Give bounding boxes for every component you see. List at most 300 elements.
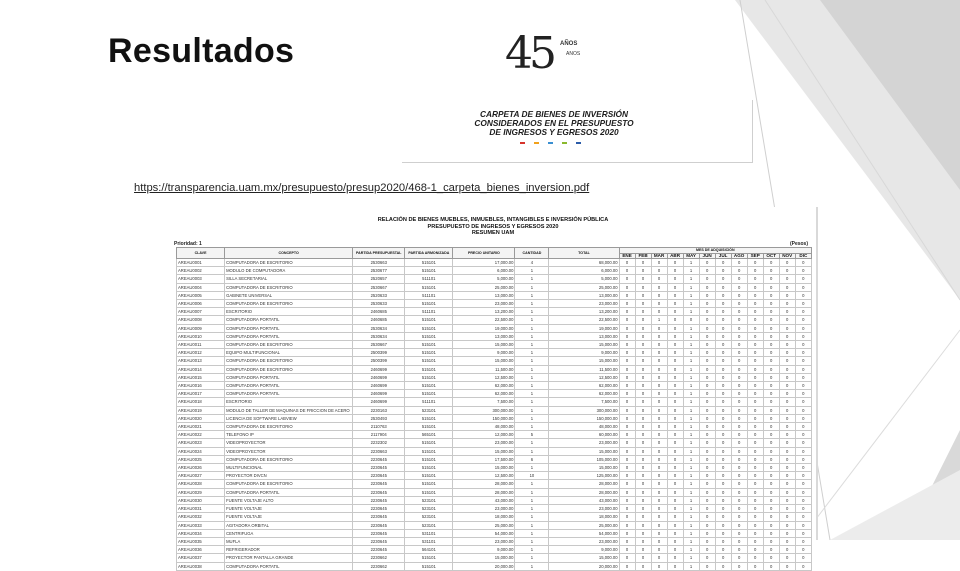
table-cell: 0 <box>779 480 795 488</box>
table-cell: 0 <box>699 357 715 365</box>
table-cell: 0 <box>763 341 779 349</box>
table-cell: 0 <box>699 390 715 398</box>
table-cell: 2520633 <box>353 291 405 299</box>
table-cell: 0 <box>651 291 667 299</box>
table-cell: 1 <box>683 488 699 496</box>
table-cell: 0 <box>795 562 811 570</box>
table-cell: 0 <box>715 546 731 554</box>
table-row <box>177 275 812 283</box>
table-cell: 0 <box>635 537 651 545</box>
table-cell: 0 <box>731 431 747 439</box>
table-cell: 0 <box>763 472 779 480</box>
table-cell: 68,000.00 <box>549 259 619 267</box>
table-cell: 0 <box>715 554 731 562</box>
table-cell: AREAU0030 <box>177 496 225 504</box>
table-cell: 0 <box>715 267 731 275</box>
table-cell: 1 <box>515 480 549 488</box>
table-cell: 1 <box>683 472 699 480</box>
table-cell: 0 <box>779 357 795 365</box>
table-cell: 1 <box>683 447 699 455</box>
table-cell: 0 <box>635 291 651 299</box>
table-cell: 0 <box>731 308 747 316</box>
table-row <box>177 537 812 545</box>
table-cell: 0 <box>763 439 779 447</box>
table-cell: MODULO DE TALLER DE MAQUINAS DE FRICCION DE ACERO <box>225 406 353 414</box>
table-cell: 0 <box>667 308 683 316</box>
table-cell: 0 <box>699 349 715 357</box>
table-cell: 0 <box>795 480 811 488</box>
table-cell: 0 <box>731 439 747 447</box>
table-cell: 0 <box>715 431 731 439</box>
table-cell: 0 <box>779 488 795 496</box>
table-cell: 1 <box>515 291 549 299</box>
table-cell: 1 <box>683 300 699 308</box>
table-cell: COMPUTADORA DE ESCRITORIO <box>225 480 353 488</box>
table-row <box>177 505 812 513</box>
table-row <box>177 472 812 480</box>
table-cell: 0 <box>795 357 811 365</box>
table-cell: 0 <box>667 259 683 267</box>
table-cell: 0 <box>747 439 763 447</box>
table-cell: 0 <box>635 455 651 463</box>
table-cell: AREAU0028 <box>177 480 225 488</box>
month-header: DIC <box>795 253 811 259</box>
table-cell: AREAU0018 <box>177 398 225 406</box>
table-cell: 0 <box>795 259 811 267</box>
table-cell: 23,000.00 <box>549 439 619 447</box>
table-cell: 2117904 <box>353 431 405 439</box>
month-header: AGO <box>731 253 747 259</box>
table-cell: 1 <box>515 414 549 422</box>
month-header: OCT <box>763 253 779 259</box>
table-cell: 0 <box>747 496 763 504</box>
table-cell: 0 <box>635 513 651 521</box>
table-cell: 0 <box>651 308 667 316</box>
table-cell: 0 <box>779 513 795 521</box>
table-cell: 0 <box>635 308 651 316</box>
table-cell: 0 <box>667 300 683 308</box>
table-cell: 1 <box>515 537 549 545</box>
table-cell: 0 <box>699 480 715 488</box>
table-cell: 0 <box>699 365 715 373</box>
table-cell: 0 <box>651 398 667 406</box>
table-cell: 2230663 <box>353 447 405 455</box>
table-cell: 15,000.00 <box>453 357 515 365</box>
table-cell: FUENTE VOLTAJE <box>225 505 353 513</box>
table-cell: 0 <box>731 349 747 357</box>
table-cell: 511101 <box>405 398 453 406</box>
table-cell: 0 <box>763 546 779 554</box>
table-cell: 0 <box>731 423 747 431</box>
table-cell: 0 <box>731 259 747 267</box>
table-cell: 0 <box>699 259 715 267</box>
table-cell: 0 <box>699 275 715 283</box>
table-cell: 0 <box>651 480 667 488</box>
table-cell: 0 <box>619 332 635 340</box>
cover-title-line: CONSIDERADOS EN EL PRESUPUESTO <box>474 118 634 128</box>
table-cell: COMPUTADORA DE ESCRITORIO <box>225 300 353 308</box>
table-cell: 0 <box>795 546 811 554</box>
table-cell: COMPUTADORA DE ESCRITORIO <box>225 365 353 373</box>
table-cell: AREAU0027 <box>177 472 225 480</box>
table-cell: 0 <box>795 423 811 431</box>
table-cell: 0 <box>667 341 683 349</box>
table-cell: 564101 <box>405 546 453 554</box>
table-cell: 0 <box>715 480 731 488</box>
table-cell: 1 <box>683 259 699 267</box>
table-cell: 0 <box>731 275 747 283</box>
table-cell: COMPUTADORA PORTATIL <box>225 316 353 324</box>
table-cell: 0 <box>651 414 667 422</box>
table-cell: 0 <box>619 562 635 570</box>
table-cell: 0 <box>795 365 811 373</box>
table-row <box>177 562 812 570</box>
logo-mark: 45 <box>505 28 553 79</box>
table-cell: AREAU0031 <box>177 505 225 513</box>
table-cell: 0 <box>779 308 795 316</box>
table-cell: 0 <box>763 332 779 340</box>
table-cell: 0 <box>635 398 651 406</box>
table-cell: 2110763 <box>353 423 405 431</box>
table-cell: 2230645 <box>353 464 405 472</box>
table-cell: AREAU0013 <box>177 357 225 365</box>
cover-dot <box>548 142 553 144</box>
table-cell: COMPUTADORA PORTATIL <box>225 324 353 332</box>
table-cell: MUFLA <box>225 537 353 545</box>
table-cell: 1 <box>515 373 549 381</box>
table-cell: 0 <box>795 308 811 316</box>
table-cell: 0 <box>747 431 763 439</box>
table-cell: 0 <box>763 414 779 422</box>
table-cell: 0 <box>699 447 715 455</box>
table-cell: 0 <box>747 308 763 316</box>
table-cell: 22,500.00 <box>549 316 619 324</box>
table-cell: AREAU0001 <box>177 259 225 267</box>
table-cell: 511101 <box>405 275 453 283</box>
table-cell: 0 <box>715 300 731 308</box>
table-cell: 1 <box>515 521 549 529</box>
table-cell: 0 <box>779 521 795 529</box>
table-cell: 0 <box>779 464 795 472</box>
table-cell: 5,000.00 <box>549 275 619 283</box>
table-cell: 0 <box>747 472 763 480</box>
month-header: MAR <box>651 253 667 259</box>
table-row <box>177 529 812 537</box>
table-row <box>177 291 812 299</box>
month-header: JUN <box>699 253 715 259</box>
table-cell: 515101 <box>405 316 453 324</box>
table-cell: 43,000.00 <box>549 496 619 504</box>
table-cell: 300,000.00 <box>453 406 515 414</box>
table-cell: 0 <box>651 513 667 521</box>
table-body <box>177 259 812 571</box>
table-cell: 0 <box>795 275 811 283</box>
table-cell: 0 <box>619 472 635 480</box>
table-cell: 28,000.00 <box>453 488 515 496</box>
table-cell: 15,000.00 <box>549 357 619 365</box>
table-cell: 0 <box>731 382 747 390</box>
table-cell: AREAU0025 <box>177 455 225 463</box>
table-cell: 23,000.00 <box>453 537 515 545</box>
table-cell: 1 <box>683 562 699 570</box>
table-cell: 0 <box>699 332 715 340</box>
table-cell: 0 <box>763 447 779 455</box>
table-cell: AREAU0011 <box>177 341 225 349</box>
table-cell: 0 <box>651 472 667 480</box>
table-cell: 0 <box>667 324 683 332</box>
table-cell: 0 <box>715 521 731 529</box>
table-cell: 10 <box>515 472 549 480</box>
table-cell: 0 <box>731 357 747 365</box>
table-cell: 43,000.00 <box>453 496 515 504</box>
table-cell: 0 <box>635 406 651 414</box>
table-cell: 0 <box>635 496 651 504</box>
table-cell: 0 <box>795 406 811 414</box>
document-heading-line: PRESUPUESTO DE INGRESOS Y EGRESOS 2020 <box>427 223 559 230</box>
table-cell: 0 <box>779 496 795 504</box>
table-cell: 0 <box>715 390 731 398</box>
table-cell: 0 <box>667 373 683 381</box>
table-cell: 12,500.00 <box>549 373 619 381</box>
table-cell: 1 <box>683 431 699 439</box>
table-cell: 0 <box>795 537 811 545</box>
table-cell: 18,000.00 <box>549 513 619 521</box>
table-cell: 0 <box>795 505 811 513</box>
table-cell: 0 <box>747 554 763 562</box>
table-cell: 1 <box>683 291 699 299</box>
table-cell: 0 <box>731 496 747 504</box>
table-cell: 0 <box>747 423 763 431</box>
table-cell: COMPUTADORA DE ESCRITORIO <box>225 259 353 267</box>
table-cell: 11,500.00 <box>549 365 619 373</box>
source-url-link[interactable]: https://transparencia.uam.mx/presupuesto/presup2020/468-1_carpeta_bienes_inversion.pdf <box>134 182 590 194</box>
table-cell: 2460685 <box>353 316 405 324</box>
table-cell: 1 <box>683 373 699 381</box>
table-cell: 2530634 <box>353 332 405 340</box>
table-cell: 0 <box>763 373 779 381</box>
table-cell: 531101 <box>405 529 453 537</box>
table-cell: 0 <box>699 562 715 570</box>
table-cell: 0 <box>747 324 763 332</box>
table-cell: 0 <box>731 332 747 340</box>
table-cell: 1 <box>515 562 549 570</box>
table-cell: 0 <box>635 300 651 308</box>
table-cell: 0 <box>635 275 651 283</box>
table-cell: 0 <box>651 546 667 554</box>
table-cell: 0 <box>715 414 731 422</box>
table-cell: 0 <box>747 300 763 308</box>
table-cell: 13,000.00 <box>453 291 515 299</box>
table-cell: 105,000.00 <box>549 455 619 463</box>
table-cell: GABINETE UNIVERSAL <box>225 291 353 299</box>
table-cell: 1 <box>683 529 699 537</box>
table-cell: 2230163 <box>353 406 405 414</box>
table-cell: 2230645 <box>353 529 405 537</box>
table-cell: 0 <box>667 488 683 496</box>
table-cell: 0 <box>715 496 731 504</box>
table-cell: 515101 <box>405 324 453 332</box>
table-cell: 23,000.00 <box>453 505 515 513</box>
table-cell: 1 <box>683 480 699 488</box>
table-cell: AREAU0034 <box>177 529 225 537</box>
table-cell: 0 <box>715 373 731 381</box>
table-cell: 2230645 <box>353 496 405 504</box>
table-cell: 0 <box>763 316 779 324</box>
table-cell: 0 <box>763 291 779 299</box>
table-cell: 0 <box>795 414 811 422</box>
table-cell: 0 <box>619 259 635 267</box>
table-cell: 0 <box>731 480 747 488</box>
table-cell: 1 <box>515 505 549 513</box>
table-cell: 0 <box>795 300 811 308</box>
month-header: JUL <box>715 253 731 259</box>
table-cell: 0 <box>795 488 811 496</box>
table-cell: 0 <box>619 488 635 496</box>
table-cell: 0 <box>651 373 667 381</box>
table-cell: MODULO DE COMPUTADORA <box>225 267 353 275</box>
table-cell: 0 <box>651 537 667 545</box>
table-cell: 1 <box>515 357 549 365</box>
table-cell: 2520657 <box>353 275 405 283</box>
table-row <box>177 259 812 267</box>
table-cell: 0 <box>699 464 715 472</box>
table-cell: 0 <box>635 529 651 537</box>
table-cell: AREAU0037 <box>177 554 225 562</box>
table-cell: 17,500.00 <box>453 455 515 463</box>
table-row <box>177 447 812 455</box>
table-cell: 0 <box>651 423 667 431</box>
table-cell: 300,000.00 <box>549 406 619 414</box>
table-cell: 0 <box>763 431 779 439</box>
table-cell: AREAU0032 <box>177 513 225 521</box>
table-cell: 0 <box>667 562 683 570</box>
table-cell: 0 <box>779 546 795 554</box>
table-cell: 1 <box>683 349 699 357</box>
table-cell: 62,000.00 <box>453 382 515 390</box>
table-cell: 0 <box>699 398 715 406</box>
table-cell: ESCRITORIO <box>225 398 353 406</box>
month-header: SEP <box>747 253 763 259</box>
table-cell: 0 <box>635 521 651 529</box>
table-cell: 1 <box>683 496 699 504</box>
table-cell: 0 <box>699 431 715 439</box>
table-cell: 0 <box>651 464 667 472</box>
table-cell: 0 <box>651 447 667 455</box>
table-cell: 2530634 <box>353 324 405 332</box>
table-cell: 1 <box>683 390 699 398</box>
table-cell: 15,000.00 <box>549 554 619 562</box>
table-row <box>177 382 812 390</box>
table-cell: AREAU0002 <box>177 267 225 275</box>
table-cell: 515101 <box>405 447 453 455</box>
table-cell: 515101 <box>405 283 453 291</box>
table-cell: 0 <box>619 546 635 554</box>
table-cell: 0 <box>667 275 683 283</box>
table-cell: 0 <box>747 332 763 340</box>
table-cell: 6,000.00 <box>549 267 619 275</box>
table-cell: 0 <box>619 267 635 275</box>
table-cell: 0 <box>699 406 715 414</box>
table-cell: 0 <box>779 431 795 439</box>
table-cell: 515101 <box>405 267 453 275</box>
table-cell: 0 <box>635 373 651 381</box>
table-cell: 0 <box>635 562 651 570</box>
table-cell: 0 <box>747 521 763 529</box>
table-cell: 0 <box>619 300 635 308</box>
table-cell: 1 <box>683 382 699 390</box>
table-cell: AREAU0036 <box>177 546 225 554</box>
table-cell: 28,000.00 <box>453 480 515 488</box>
table-cell: 515101 <box>405 455 453 463</box>
table-cell: 1 <box>515 324 549 332</box>
table-cell: 0 <box>747 505 763 513</box>
month-header: NOV <box>779 253 795 259</box>
table-cell: VIDEOPROYECTOR <box>225 439 353 447</box>
cover-dot <box>534 142 539 144</box>
table-cell: 0 <box>635 267 651 275</box>
table-cell: 515101 <box>405 488 453 496</box>
table-row <box>177 324 812 332</box>
table-cell: 0 <box>667 431 683 439</box>
table-cell: 515101 <box>405 300 453 308</box>
table-cell: TELEFONO IP <box>225 431 353 439</box>
table-cell: 0 <box>795 291 811 299</box>
column-header: CLAVE <box>177 248 225 259</box>
table-cell: AREAU0024 <box>177 447 225 455</box>
table-cell: 7,500.00 <box>549 398 619 406</box>
table-cell: 515101 <box>405 554 453 562</box>
table-cell: 0 <box>699 308 715 316</box>
table-cell: 0 <box>715 382 731 390</box>
table-cell: 0 <box>619 480 635 488</box>
table-cell: 1 <box>515 546 549 554</box>
table-cell: 0 <box>667 423 683 431</box>
table-cell: 0 <box>795 496 811 504</box>
table-cell: 0 <box>667 332 683 340</box>
table-cell: AREAU0017 <box>177 390 225 398</box>
table-cell: 0 <box>667 546 683 554</box>
table-cell: 1 <box>683 414 699 422</box>
table-cell: 0 <box>715 398 731 406</box>
table-row <box>177 398 812 406</box>
table-cell: 0 <box>699 316 715 324</box>
table-cell: 1 <box>683 554 699 562</box>
table-cell: 25,000.00 <box>549 521 619 529</box>
table-cell: 515101 <box>405 341 453 349</box>
table-cell: 0 <box>667 406 683 414</box>
table-cell: 1 <box>683 505 699 513</box>
table-cell: FUENTE VOLTAJE <box>225 513 353 521</box>
table-cell: 0 <box>619 275 635 283</box>
table-cell: 2460699 <box>353 373 405 381</box>
table-cell: 0 <box>699 414 715 422</box>
table-cell: 0 <box>667 414 683 422</box>
table-cell: 20,000.00 <box>549 562 619 570</box>
table-cell: 0 <box>635 365 651 373</box>
table-cell: 5 <box>515 431 549 439</box>
cover-title <box>424 110 684 137</box>
table-cell: 0 <box>795 283 811 291</box>
table-cell: 0 <box>795 390 811 398</box>
table-cell: 0 <box>731 300 747 308</box>
table-cell: 1 <box>515 398 549 406</box>
document-unit: (Pesos) <box>789 241 808 247</box>
table-cell: 0 <box>795 349 811 357</box>
table-cell: 2230645 <box>353 537 405 545</box>
table-cell: 15,000.00 <box>549 341 619 349</box>
table-cell: 15,000.00 <box>453 554 515 562</box>
table-cell: 1 <box>683 423 699 431</box>
